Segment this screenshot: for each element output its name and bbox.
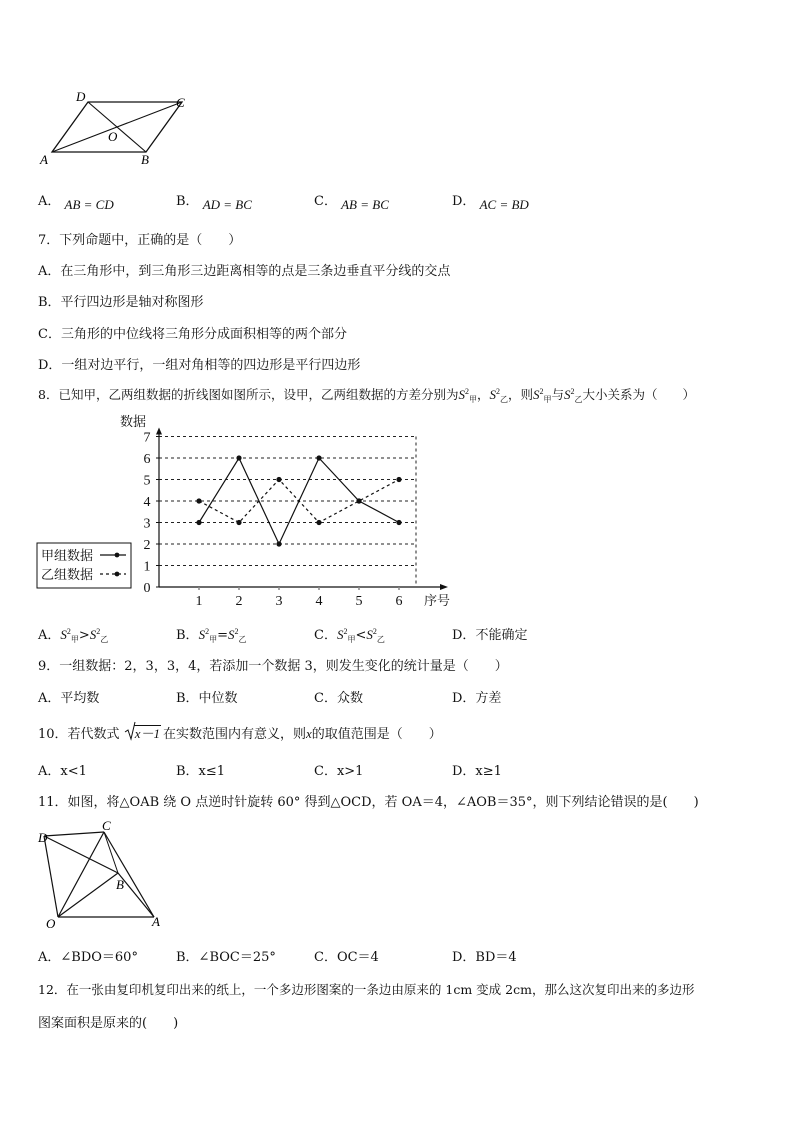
y-tick-label: 0 <box>143 581 151 596</box>
label-o: O <box>46 916 56 930</box>
q8-s-yi-2: $S^2_乙$ <box>564 387 583 404</box>
q8-stem: 8．已知甲，乙两组数据的折线图如图所示，设甲，乙两组数据的方差分别为$S^2_甲$，$S^2_乙$，则$S^2_甲$与$S^2_乙$大小关系为（ ） <box>38 387 696 404</box>
y-tick-label: 6 <box>143 452 151 467</box>
y-tick-label: 1 <box>143 559 151 575</box>
q11-option-a[interactable]: A．∠BDO＝60° <box>38 950 138 965</box>
legend-label-0: 甲组数据 <box>41 548 94 563</box>
sqrt-expression <box>124 723 161 742</box>
parallelogram-figure <box>36 88 196 168</box>
q7-stem: 7．下列命题中，正确的是（ ） <box>38 233 242 248</box>
q6-option-a-letter: A． <box>38 194 61 209</box>
q9-option-d[interactable]: D．方差 <box>452 691 502 706</box>
q11-option-d[interactable]: D．BD＝4 <box>452 950 517 965</box>
q7-option-d[interactable]: D．一组对边平行，一组对角相等的四边形是平行四边形 <box>38 358 361 373</box>
q10-option-d[interactable]: D．x≥1 <box>452 764 502 779</box>
rotation-figure <box>36 818 166 930</box>
label-d: D <box>76 89 86 104</box>
y-tick-label: 2 <box>143 538 151 553</box>
q8-s-yi: $S^2_乙$ <box>489 387 508 404</box>
q12-line2: 图案面积是原来的( ) <box>38 1016 179 1031</box>
q11-stem: 11．如图，将△OAB 绕 O 点逆时针旋转 60° 得到△OCD，若 OA＝4，∠AOB＝35°，则下列结论错误的是( ) <box>38 795 699 810</box>
q6-option-c[interactable] <box>314 190 389 212</box>
series-0-point <box>196 520 201 525</box>
x-tick-label: 3 <box>275 594 283 609</box>
q7-option-a[interactable]: A．在三角形中，到三角形三边距离相等的点是三条边垂直平分线的交点 <box>38 264 451 279</box>
label-d: D <box>38 830 48 845</box>
label-c: C <box>102 818 111 833</box>
x-tick-label: 6 <box>395 594 403 609</box>
q6-option-d-letter: D． <box>452 194 476 209</box>
label-o: O <box>108 129 118 144</box>
q8-s-jia: $S^2_甲$ <box>458 387 477 404</box>
series-1-point <box>196 498 201 503</box>
q8-stem-start: 8．已知甲，乙两组数据的折线图如图所示，设甲，乙两组数据的方差分别为 <box>38 387 459 402</box>
x-tick-label: 2 <box>235 594 243 609</box>
x-tick-label: 5 <box>355 594 363 609</box>
label-c: C <box>176 95 185 110</box>
q8-s-jia-2: $S^2_甲$ <box>533 387 552 404</box>
series-0-point <box>396 520 401 525</box>
series-1-point <box>396 477 401 482</box>
q12-line1: 12．在一张由复印机复印出来的纸上，一个多边形图案的一条边由原来的 1cm 变成 2cm，那么这次复印出来的多边形 <box>38 982 695 997</box>
q8-option-d[interactable]: D．不能确定 <box>452 628 528 643</box>
series-0-point <box>316 455 321 460</box>
q9-stem: 9．一组数据：2，3，3，4，若添加一个数据 3，则发生变化的统计量是（ ） <box>38 659 508 674</box>
series-1-point <box>276 477 281 482</box>
legend-marker-1 <box>115 572 120 577</box>
y-axis-title: 数据 <box>120 414 147 429</box>
y-tick-label: 3 <box>143 516 151 532</box>
label-b: B <box>116 877 124 892</box>
x-tick-label: 1 <box>195 594 203 609</box>
legend-marker-0 <box>115 553 120 558</box>
q9-option-c[interactable]: C．众数 <box>314 691 363 706</box>
q10-stem: 10．若代数式 x－1 在实数范围内有意义，则x的取值范围是（ ） <box>38 723 442 742</box>
series-0-point <box>276 541 281 546</box>
legend-label-1: 乙组数据 <box>41 567 94 582</box>
q6-option-d-math: AC = BD <box>479 197 529 212</box>
q11-option-b[interactable]: B．∠BOC＝25° <box>176 950 276 965</box>
q9-option-a[interactable]: A．平均数 <box>38 691 100 706</box>
series-1-point <box>236 520 241 525</box>
y-tick-label: 7 <box>143 430 151 446</box>
q6-option-a[interactable] <box>38 190 114 212</box>
y-axis-arrow <box>156 428 162 435</box>
q11-option-c[interactable]: C．OC＝4 <box>314 950 379 965</box>
diagonal-bd <box>88 102 146 152</box>
sqrt-radicand: x－1 <box>134 726 160 741</box>
series-0-point <box>236 455 241 460</box>
q9-option-b[interactable]: B．中位数 <box>176 691 238 706</box>
y-tick-label: 5 <box>143 473 151 489</box>
line-chart <box>36 412 456 612</box>
chart-axes <box>120 414 450 609</box>
q10-option-a[interactable]: A．x<1 <box>38 764 87 779</box>
q6-option-c-letter: C． <box>314 194 337 209</box>
q10-option-b[interactable]: B．x≤1 <box>176 764 226 779</box>
label-a: A <box>40 152 48 167</box>
chart-grid <box>159 437 416 588</box>
q8-stem-end: 大小关系为（ ） <box>582 387 696 402</box>
q6-option-b-letter: B． <box>176 194 199 209</box>
x-axis-arrow <box>440 584 448 590</box>
label-b: B <box>141 152 149 167</box>
q6-option-c-math: AB = BC <box>341 197 389 212</box>
q8-option-a[interactable]: A．$S^2_甲>S^2_乙$ <box>38 627 109 644</box>
q10-option-c[interactable]: C．x>1 <box>314 764 364 779</box>
q6-option-b-math: AD = BC <box>202 197 252 212</box>
y-tick-label: 4 <box>143 495 151 510</box>
q6-option-d[interactable] <box>452 190 529 212</box>
series-1-point <box>356 498 361 503</box>
q6-option-a-math: AB = CD <box>64 197 114 212</box>
series-1-point <box>316 520 321 525</box>
q8-option-b[interactable]: B．$S^2_甲=S^2_乙$ <box>176 627 247 644</box>
chart-legend <box>37 543 131 588</box>
q7-option-b[interactable]: B．平行四边形是轴对称图形 <box>38 295 204 310</box>
q7-option-c[interactable]: C．三角形的中位线将三角形分成面积相等的两个部分 <box>38 327 347 342</box>
q6-option-b[interactable] <box>176 190 252 212</box>
x-tick-label: 4 <box>315 594 323 609</box>
q8-option-c[interactable]: C．$S^2_甲<S^2_乙$ <box>314 627 385 644</box>
x-axis-title: 序号 <box>424 593 451 608</box>
label-a: A <box>152 914 160 929</box>
